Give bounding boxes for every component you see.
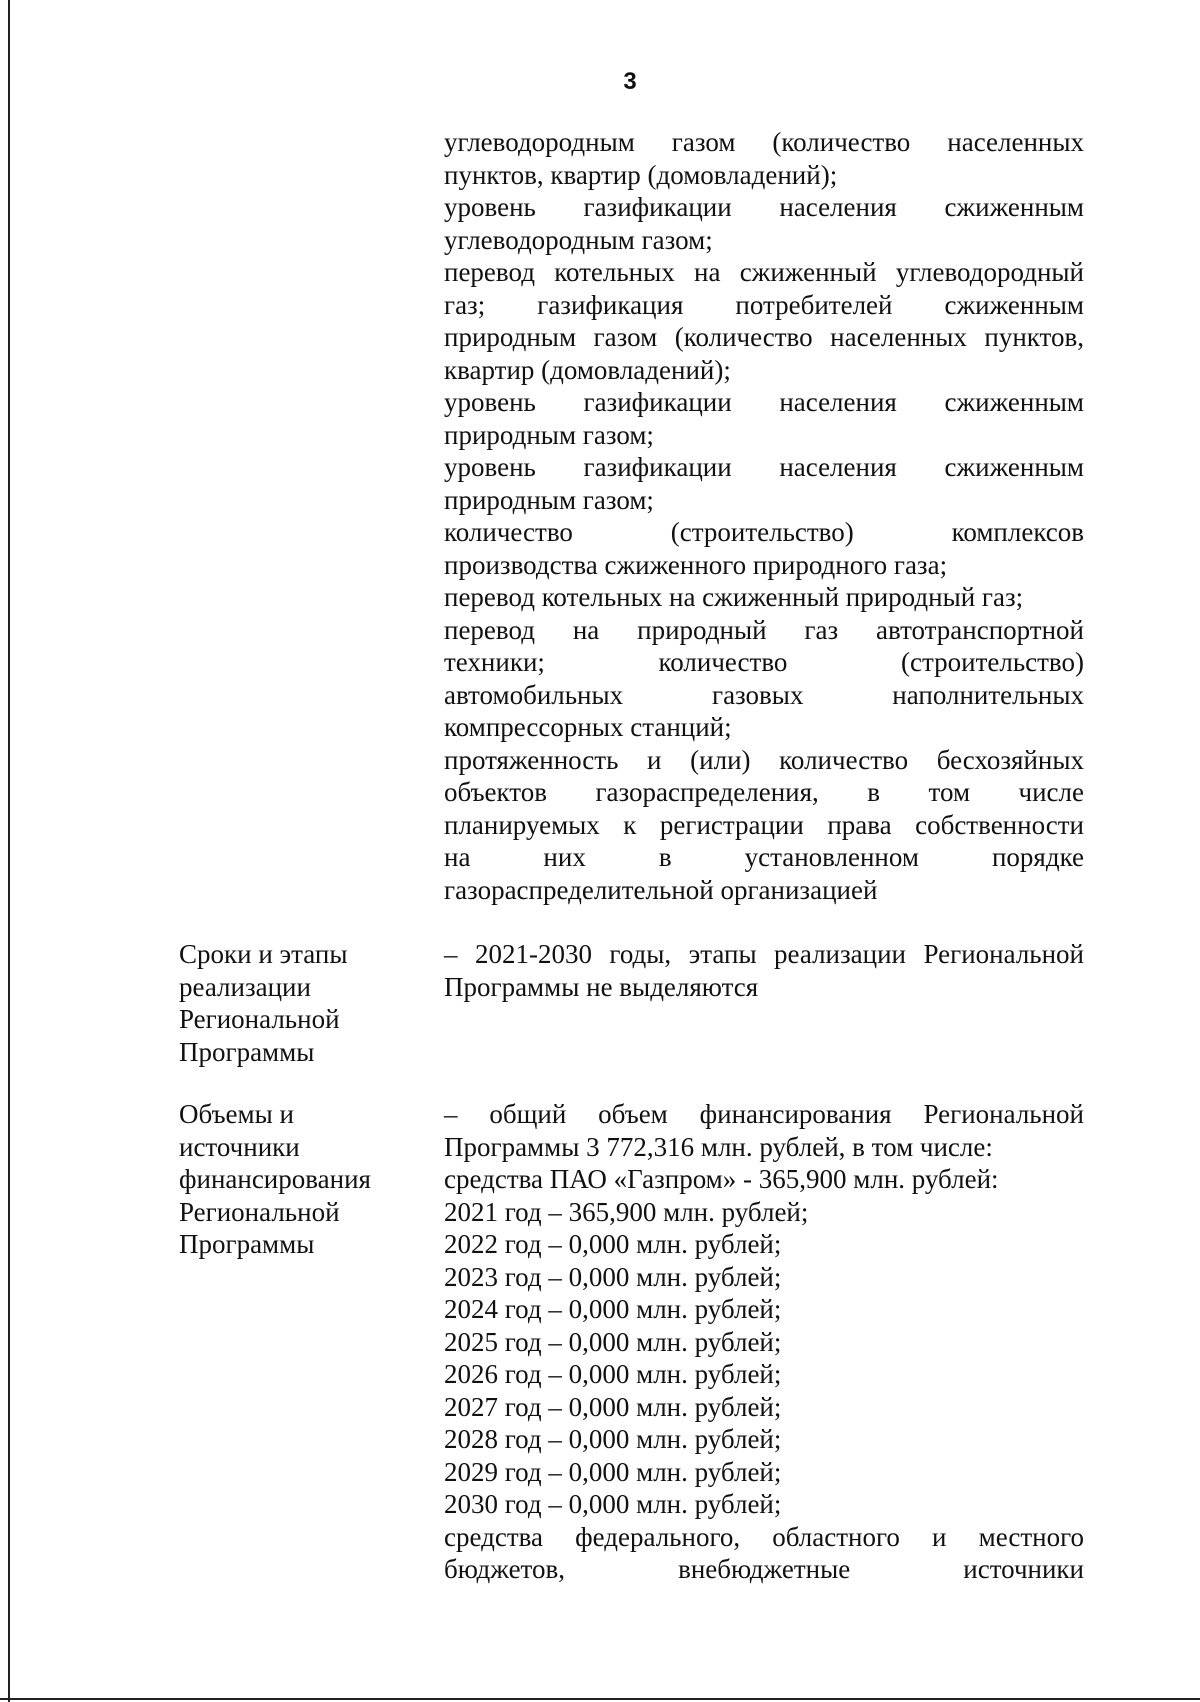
text-line: на них в установленном порядке: [444, 842, 1084, 872]
indicators-text-block: [444, 126, 1084, 906]
text-line: углеводородным газом;: [444, 224, 713, 255]
text-line: уровень газификации населения сжиженным: [444, 387, 1084, 417]
text-line: Программы: [179, 1229, 315, 1259]
text-line: количество (строительство) комплексов: [444, 517, 1084, 547]
text-line: природным газом;: [444, 419, 654, 450]
text-line: углеводородным газом (количество населенных: [444, 127, 1084, 157]
text-line: финансирования: [179, 1164, 371, 1194]
page-border-bottom: [0, 1698, 1200, 1700]
text-line: производства сжиженного природного газа;: [444, 549, 948, 580]
text-line: 2028 год – 0,000 млн. рублей;: [444, 1424, 782, 1454]
text-line: автомобильных газовых наполнительных: [444, 679, 1084, 710]
text-line: 2022 год – 0,000 млн. рублей;: [444, 1229, 782, 1259]
text-line: бюджетов, внебюджетные источники: [444, 1554, 1084, 1584]
text-line: Программы не выделяются: [444, 971, 759, 1002]
text-line: Региональной: [179, 1196, 340, 1227]
text-line: компрессорных станций;: [444, 712, 732, 742]
text-line: 2026 год – 0,000 млн. рублей;: [444, 1359, 782, 1389]
text-line: Объемы и: [179, 1099, 294, 1129]
text-line: Сроки и этапы: [179, 939, 348, 969]
text-line: объектов газораспределения, в том числе: [444, 777, 1084, 807]
text-line: 2029 год – 0,000 млн. рублей;: [444, 1456, 782, 1487]
funding-label: [179, 1098, 409, 1261]
text-line: средства федерального, областного и местного: [444, 1521, 1084, 1552]
text-line: уровень газификации населения сжиженным: [444, 192, 1084, 222]
text-line: 2024 год – 0,000 млн. рублей;: [444, 1294, 782, 1324]
text-line: перевод котельных на сжиженный углеводородный: [444, 257, 1084, 287]
text-line: природным газом;: [444, 484, 654, 515]
text-line: газораспределительной организацией: [444, 874, 878, 905]
text-line: средства ПАО «Газпром» - 365,900 млн. рублей:: [444, 1164, 999, 1194]
text-line: пунктов, квартир (домовладений);: [444, 159, 838, 190]
text-line: Программы 3 772,316 млн. рублей, в том числе:: [444, 1131, 993, 1162]
text-line: – общий объем финансирования Региональной: [444, 1099, 1084, 1129]
text-line: 2025 год – 0,000 млн. рублей;: [444, 1326, 782, 1357]
funding-value: [444, 1098, 1084, 1586]
text-line: протяженность и (или) количество бесхозяйных: [444, 744, 1084, 775]
text-line: перевод на природный газ автотранспортной: [444, 614, 1084, 645]
text-line: техники; количество (строительство): [444, 647, 1084, 677]
text-line: – 2021-2030 годы, этапы реализации Региональной: [444, 939, 1084, 969]
text-line: источники: [179, 1131, 300, 1162]
page-border-left: [8, 0, 10, 1702]
text-line: 2021 год – 365,900 млн. рублей;: [444, 1196, 809, 1227]
text-line: 2030 год – 0,000 млн. рублей;: [444, 1489, 782, 1519]
text-line: Программы: [179, 1036, 315, 1067]
text-line: природным газом (количество населенных пунктов,: [444, 322, 1084, 352]
text-line: Региональной: [179, 1004, 340, 1034]
text-line: газ; газификация потребителей сжиженным: [444, 289, 1084, 320]
text-line: уровень газификации населения сжиженным: [444, 452, 1084, 482]
text-line: квартир (домовладений);: [444, 354, 731, 385]
terms-label: [179, 938, 409, 1068]
page-number: 3: [623, 68, 637, 95]
text-line: реализации: [179, 971, 311, 1002]
text-line: планируемых к регистрации права собственности: [444, 809, 1084, 840]
text-line: 2027 год – 0,000 млн. рублей;: [444, 1391, 782, 1422]
text-line: перевод котельных на сжиженный природный газ;: [444, 582, 1024, 612]
text-line: 2023 год – 0,000 млн. рублей;: [444, 1261, 782, 1292]
terms-value: [444, 938, 1084, 1003]
